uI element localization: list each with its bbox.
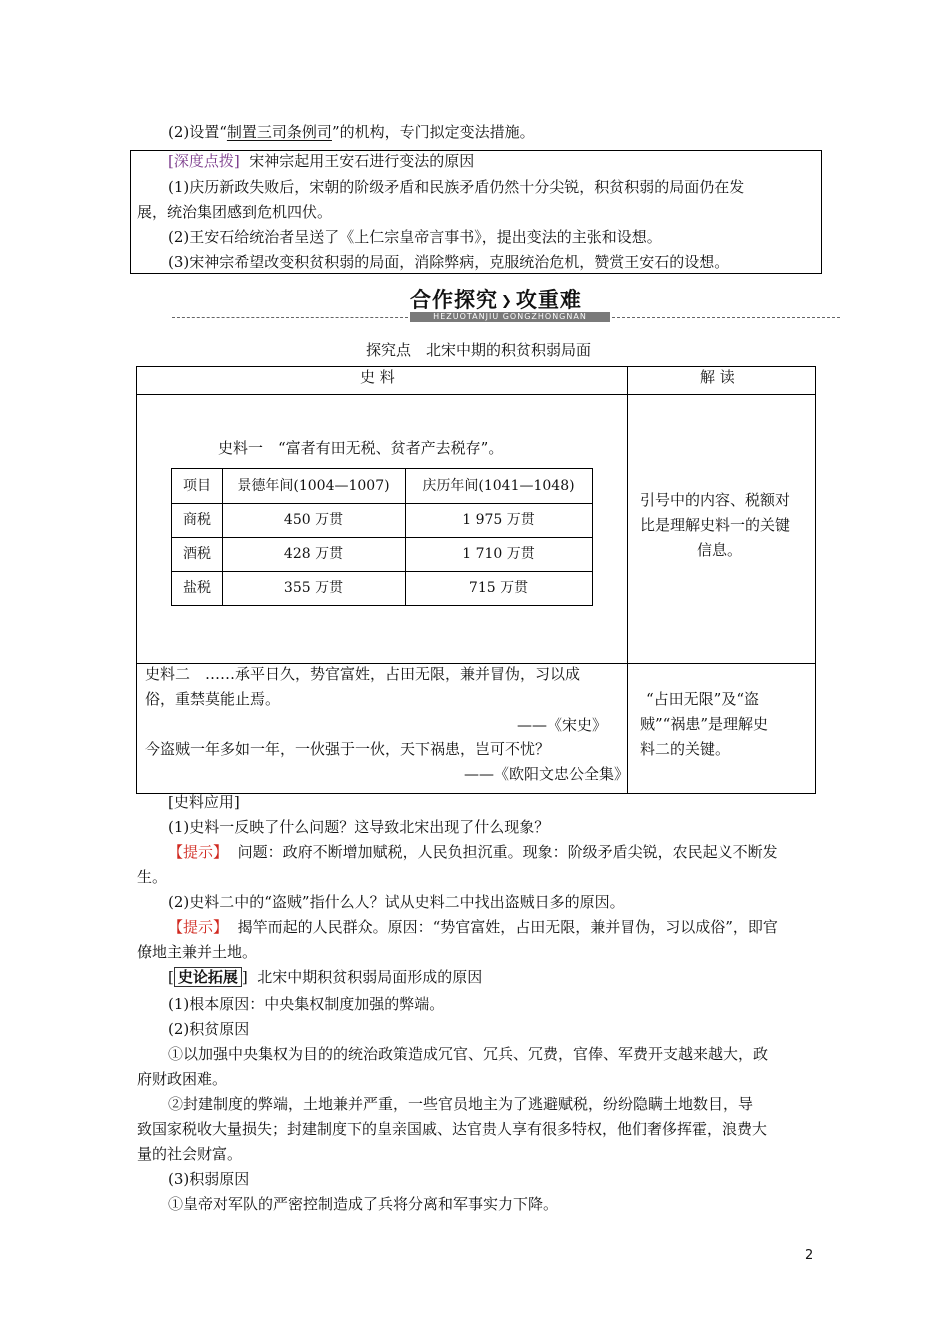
- reform-measure-line: [168, 121, 535, 143]
- interp1-a: 引号中的内容、税额对: [640, 491, 791, 509]
- expansion-l6: ①皇帝对军队的严密控制造成了兵将分离和军事实力下降。: [168, 1195, 559, 1213]
- depth-p2: (2)王安石给统治者呈送了《上仁宗皇帝言事书》，提出变法的主张和设想。: [168, 228, 662, 246]
- expansion-heading: [ 史论拓展 ] 北宋中期积贫积弱局面形成的原因: [168, 968, 483, 986]
- arrow-icon: ❯: [501, 294, 513, 309]
- answer-1-line: [168, 841, 778, 863]
- expansion-l4b: 致国家税收大量损失；封建制度下的皇亲国戚、达官贵人享有很多特权，他们奢侈挥霍，浪费大: [137, 1120, 768, 1138]
- org-name: 制置三司条例司: [226, 123, 332, 141]
- material2-c: 今盗贼一年多如一年，一伙强于一伙，天下祸患，岂可不忧？: [145, 740, 551, 758]
- tax-cell: 1 710 万贯: [462, 546, 535, 562]
- answer-2a: 揭竿而起的人民群众。原因：“势官富姓，占田无限，兼并冒伪，习以成俗”，即官: [237, 918, 778, 936]
- source-ouyang: ——《欧阳文忠公全集》: [464, 765, 630, 783]
- table-header-divider: [136, 394, 815, 395]
- banner-subtitle: HEZUOTANJIU GONGZHONGNAN: [410, 312, 610, 322]
- tax-cell: 355 万贯: [283, 580, 344, 596]
- banner-title: 合作探究: [410, 288, 498, 312]
- hint-label: 【提示】: [168, 843, 229, 861]
- expansion-tag: 史论拓展: [174, 967, 242, 987]
- expansion-l3a: ①以加强中央集权为目的的统治政策造成冗官、冗兵、冗费，官俸、军费开支越来越大，政: [168, 1045, 769, 1063]
- section-title: 探究点 北宋中期的积贫积弱局面: [366, 341, 592, 359]
- depth-title: 宋神宗起用王安石进行变法的原因: [249, 152, 475, 170]
- material2-a: 史料二 ……承平日久，势官富姓，占田无限，兼并冒伪，习以成: [145, 665, 581, 683]
- expansion-l5: (3)积弱原因: [168, 1170, 250, 1188]
- tax-cell: 1 975 万贯: [462, 512, 535, 528]
- answer-1a: 问题：政府不断增加赋税，人民负担沉重。现象：阶级矛盾尖锐，农民起义不断发: [237, 843, 778, 861]
- banner-divider-left: [172, 317, 408, 318]
- page-number: 2: [805, 1248, 814, 1263]
- banner-divider-right: [612, 317, 840, 318]
- material2-b: 俗，重禁莫能止焉。: [145, 690, 281, 708]
- table-col-divider: [627, 366, 628, 793]
- expansion-l4a: ②封建制度的弊端，土地兼并严重，一些官员地主为了逃避赋税，纷纷隐瞒土地数目，导: [168, 1095, 754, 1113]
- expansion-l1: (1)根本原因：中央集权制度加强的弊端。: [168, 995, 445, 1013]
- expansion-l4c: 量的社会财富。: [137, 1145, 243, 1163]
- col-header-material: 史 料: [360, 368, 395, 386]
- line-suffix: ”的机构，专门拟定变法措施。: [331, 123, 535, 141]
- line-prefix: (2)设置“: [168, 123, 227, 141]
- depth-p1b: 展，统治集团感到危机四伏。: [137, 203, 333, 221]
- answer-1b: 生。: [137, 868, 168, 886]
- tax-header-jingde: 景德年间(1004—1007): [237, 478, 390, 494]
- tax-header-item: 项目: [183, 478, 211, 494]
- material1-label: 史料一 “富者有田无税、贫者产去税存”。: [218, 439, 504, 457]
- depth-heading: [168, 150, 474, 172]
- question-1: (1)史料一反映了什么问题？这导致北宋出现了什么现象？: [168, 818, 550, 836]
- depth-p3: (3)宋神宗希望改变积贫积弱的局面，消除弊病，克服统治危机，赞赏王安石的设想。: [168, 253, 730, 271]
- col-header-interpretation: 解 读: [700, 368, 735, 386]
- tax-cell: 715 万贯: [468, 580, 529, 596]
- interp2-c: 料二的关键。: [640, 740, 731, 758]
- depth-tag: [深度点拨]: [168, 152, 240, 170]
- expansion-l3b: 府财政困难。: [137, 1070, 228, 1088]
- interp2-a: “占田无限”及“盗: [646, 690, 760, 708]
- answer-2b: 僚地主兼并土地。: [137, 943, 258, 961]
- interp1-c: 信息。: [697, 541, 743, 559]
- depth-p1a: (1)庆历新政失败后，宋朝的阶级矛盾和民族矛盾仍然十分尖锐，积贫积弱的局面仍在发: [168, 178, 745, 196]
- tax-row-label: 酒税: [183, 546, 211, 562]
- banner-title-2: 攻重难: [515, 288, 582, 312]
- section-banner: [410, 284, 582, 314]
- tax-header-qingli: 庆历年间(1041—1048): [422, 478, 575, 494]
- tax-cell: 450 万贯: [283, 512, 344, 528]
- tax-row-label: 盐税: [183, 580, 211, 596]
- expansion-l2: (2)积贫原因: [168, 1020, 250, 1038]
- answer-2-line: [168, 916, 778, 938]
- hint-label: 【提示】: [168, 918, 229, 936]
- interp2-b: 贼”“祸患”是理解史: [640, 715, 769, 733]
- tax-cell: 428 万贯: [283, 546, 344, 562]
- interp1-b: 比是理解史料一的关键: [640, 516, 791, 534]
- question-2: (2)史料二中的“盗贼”指什么人？试从史料二中找出盗贼日多的原因。: [168, 893, 625, 911]
- tax-table: [171, 468, 593, 606]
- application-tag: [史料应用]: [168, 793, 240, 811]
- expansion-title: 北宋中期积贫积弱局面形成的原因: [257, 968, 483, 986]
- source-songshi: ——《宋史》: [517, 716, 608, 734]
- tax-row-label: 商税: [183, 512, 211, 528]
